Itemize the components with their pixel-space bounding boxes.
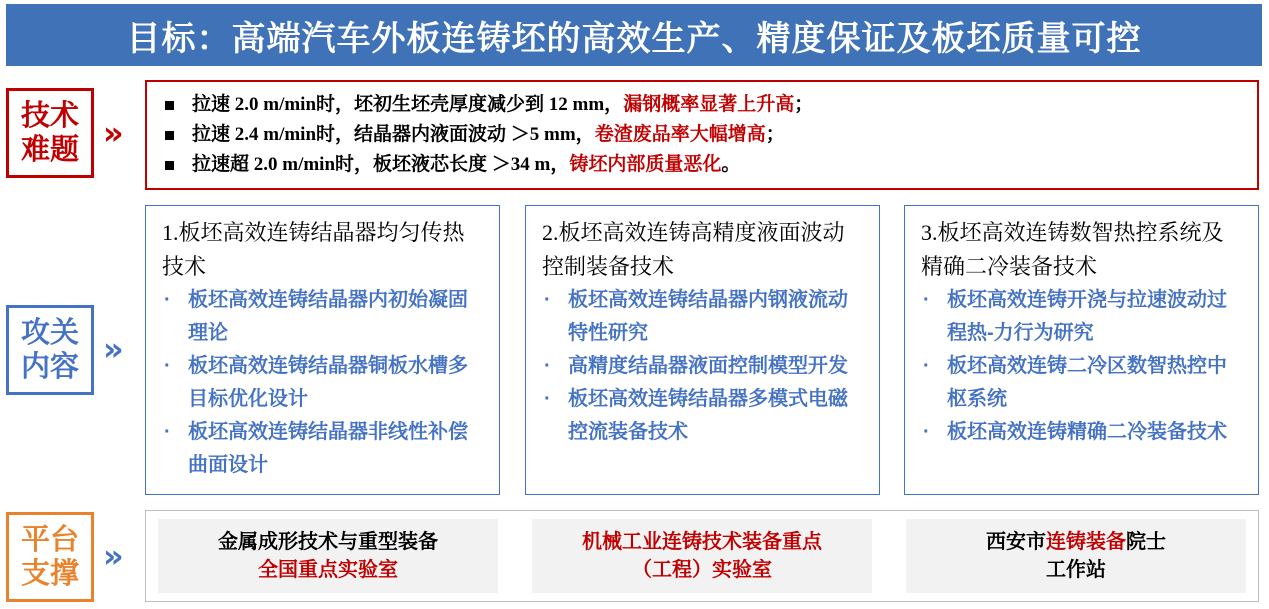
research-item-text: 板坯高效连铸结晶器内钢液流动特性研究 [568, 289, 848, 344]
difficulty-tail: ； [765, 124, 785, 145]
chevron-right-icon: » [103, 537, 124, 575]
platform-support-label [6, 512, 94, 602]
difficulty-highlight: 铸坯内部质量恶化 [569, 154, 722, 175]
platform-line: 金属成形技术与重型装备 [218, 531, 438, 553]
platform-line [986, 528, 1166, 556]
difficulty-highlight: 卷渣废品率大幅增高 [594, 124, 766, 145]
bullet-icon: · [923, 289, 930, 311]
research-item-text: 板坯高效连铸二冷区数智热控中枢系统 [947, 355, 1227, 410]
platform-line-highlight: 全国重点实验室 [258, 559, 398, 581]
bullet-icon: · [544, 289, 551, 311]
chevron-right-icon: » [103, 330, 124, 368]
goal-title: 目标：高端汽车外板连铸坯的高效生产、精度保证及板坯质量可控 [6, 4, 1262, 66]
column-title: 3.板坯高效连铸数智热控系统及精确二冷装备技术 [921, 220, 1224, 279]
difficulty-tail: 。 [721, 154, 741, 175]
column-title: 1.板坯高效连铸结晶器均匀传热技术 [162, 220, 465, 279]
bullet-icon: · [164, 289, 171, 311]
research-item [542, 383, 863, 449]
bullet-icon: · [923, 355, 930, 377]
label-line: 平台 [20, 524, 79, 556]
label-line: 技术 [20, 100, 79, 132]
platform-text-highlight: 连铸装备 [1046, 531, 1126, 553]
label-line: 攻关 [20, 317, 79, 349]
platform-industry-lab [532, 519, 872, 593]
column-title: 2.板坯高效连铸高精度液面波动控制装备技术 [542, 220, 845, 279]
difficulty-text: 拉速 2.0 m/min时，坯初生坯壳厚度减少到 12 mm， [192, 94, 624, 115]
difficulty-tail: ； [794, 94, 814, 115]
research-column-2 [525, 205, 880, 495]
research-item [921, 284, 1242, 350]
tech-difficulty-label [6, 88, 94, 178]
bullet-icon: · [164, 355, 171, 377]
platform-line-highlight: （工程）实验室 [632, 559, 772, 581]
research-item-text: 板坯高效连铸结晶器多模式电磁控流装备技术 [568, 388, 848, 443]
research-item [162, 284, 483, 350]
research-item-text: 板坯高效连铸开浇与拉速波动过程热-力行为研究 [947, 289, 1227, 344]
tech-difficulty-box [145, 80, 1259, 190]
platform-text: 西安市 [986, 531, 1046, 553]
research-item [162, 350, 483, 416]
label-line: 内容 [20, 351, 79, 383]
bullet-icon: · [544, 355, 551, 377]
square-bullet-icon [165, 101, 174, 110]
bullet-icon: · [923, 421, 930, 443]
square-bullet-icon [165, 161, 174, 170]
platform-line-highlight: 机械工业连铸技术装备重点 [582, 531, 822, 553]
difficulty-text: 拉速 2.4 m/min时，结晶器内液面波动 ＞5 mm， [192, 124, 595, 145]
research-item [921, 350, 1242, 416]
research-item-text: 板坯高效连铸结晶器内初始凝固理论 [188, 289, 468, 344]
difficulty-item [161, 90, 1243, 120]
research-item-text: 板坯高效连铸精确二冷装备技术 [947, 421, 1227, 443]
chevron-right-icon: » [103, 114, 124, 152]
difficulty-item [161, 120, 1243, 150]
research-content-label [6, 305, 94, 395]
square-bullet-icon [165, 131, 174, 140]
research-column-1 [145, 205, 500, 495]
platform-line: 工作站 [1046, 559, 1106, 581]
research-item-text: 高精度结晶器液面控制模型开发 [568, 355, 848, 377]
label-line: 难题 [20, 134, 79, 166]
difficulty-text: 拉速超 2.0 m/min时，板坯液芯长度 ＞34 m， [192, 154, 570, 175]
difficulty-item [161, 150, 1243, 180]
platform-box [145, 510, 1259, 602]
bullet-icon: · [544, 388, 551, 410]
bullet-icon: · [164, 421, 171, 443]
difficulty-highlight: 漏钢概率显著上升高 [623, 94, 795, 115]
label-line: 支撑 [20, 558, 79, 590]
research-item-text: 板坯高效连铸结晶器铜板水槽多目标优化设计 [188, 355, 468, 410]
research-item [542, 284, 863, 350]
research-item [162, 416, 483, 482]
research-item-text: 板坯高效连铸结晶器非线性补偿曲面设计 [188, 421, 468, 476]
research-item [542, 350, 863, 383]
research-column-3 [904, 205, 1259, 495]
platform-academician-station [906, 519, 1246, 593]
platform-national-lab [158, 519, 498, 593]
platform-text: 院士 [1126, 531, 1166, 553]
research-item [921, 416, 1242, 449]
